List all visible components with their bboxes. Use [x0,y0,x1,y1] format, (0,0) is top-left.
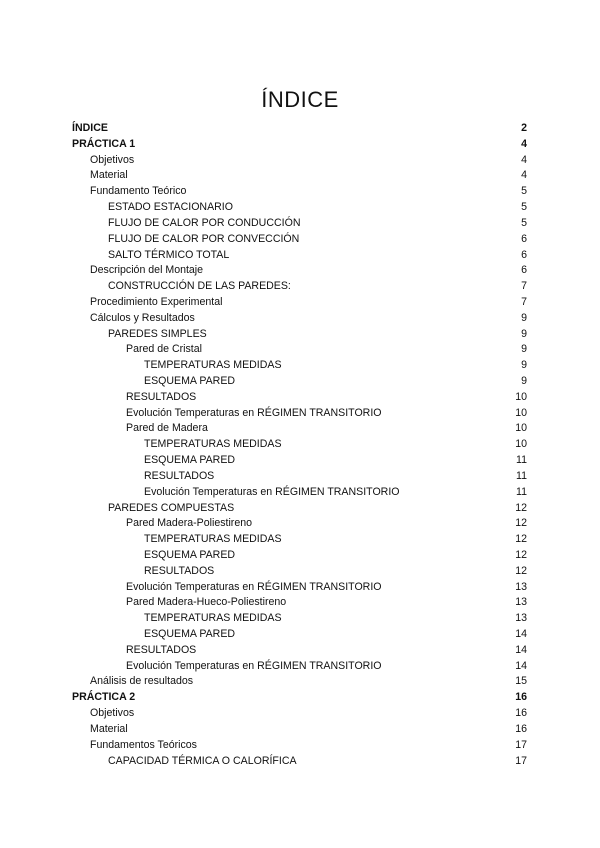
toc-entry-page: 13 [515,612,527,625]
toc-entry[interactable] [72,248,527,264]
toc-entry[interactable] [72,516,527,532]
toc-entry-page: 12 [515,548,527,561]
toc-entry-page: 10 [515,438,527,451]
toc-entry-page: 6 [521,264,527,277]
toc-entry-label: ESTADO ESTACIONARIO [108,201,233,214]
toc-entry-label: ESQUEMA PARED [144,454,236,467]
toc-entry[interactable] [72,342,527,358]
toc-entry[interactable] [72,469,527,485]
toc-entry[interactable] [72,295,527,311]
toc-entry-page: 16 [515,707,527,720]
toc-entry[interactable] [72,659,527,675]
toc-entry-page: 13 [515,580,527,593]
toc-entry-label: CAPACIDAD TÉRMICA O CALORÍFICA [108,754,297,767]
toc-entry-label: FLUJO DE CALOR POR CONVECCIÓN [108,232,300,245]
toc-entry-page: 15 [515,675,527,688]
toc-entry[interactable] [72,501,527,517]
toc-entry[interactable] [72,153,527,169]
toc-entry-label: Material [90,722,128,735]
toc-entry-label: Evolución Temperaturas en RÉGIMEN TRANSITORIO [126,659,382,672]
toc-entry-label: PRÁCTICA 1 [72,137,136,150]
toc-entry[interactable] [72,706,527,722]
toc-entry-label: ESQUEMA PARED [144,375,236,387]
toc-entry-label: RESULTADOS [144,469,215,482]
toc-entry-page: 11 [516,469,527,482]
toc-entry-page: 4 [521,169,527,182]
toc-entry[interactable] [72,437,527,453]
toc-entry-label: Pared de Madera [126,422,208,435]
toc-entry-page: 7 [521,295,527,308]
toc-entry[interactable] [72,754,527,770]
toc-entry-page: 12 [515,501,527,514]
toc-entry-page: 11 [516,485,527,498]
toc-entry-page: 14 [515,643,527,656]
toc-entry[interactable] [72,263,527,279]
toc-entry[interactable] [72,121,527,137]
toc-entry[interactable] [72,168,527,184]
toc-entry-label: Procedimiento Experimental [90,295,223,308]
toc-entry-page: 13 [515,596,527,609]
toc-entry[interactable] [72,722,527,738]
toc-entry-label: TEMPERATURAS MEDIDAS [144,612,282,625]
toc-entry[interactable] [72,453,527,469]
toc-entry[interactable] [72,374,527,390]
toc-entry-label: Evolución Temperaturas en RÉGIMEN TRANSITORIO [144,485,400,498]
toc-entry-label: ESQUEMA PARED [144,548,236,561]
toc-entry-label: RESULTADOS [126,643,197,656]
toc-entry[interactable] [72,595,527,611]
toc-entry-label: PAREDES COMPUESTAS [108,501,235,514]
toc-entry-page: 5 [521,185,527,198]
toc-entry[interactable] [72,216,527,232]
toc-entry[interactable] [72,184,527,200]
toc-entry-label: PAREDES SIMPLES [108,327,207,340]
toc-entry-page: 9 [521,327,527,340]
toc-entry-page: 14 [515,659,527,672]
toc-entry-page: 9 [521,359,527,372]
toc-entry-page: 16 [515,722,527,735]
toc-entry-label: Objetivos [90,707,135,720]
toc-entry-label: Pared de Cristal [126,343,202,356]
toc-entry-label: ESQUEMA PARED [144,628,236,640]
toc-entry-page: 10 [515,406,527,419]
toc-entry-label: TEMPERATURAS MEDIDAS [144,438,282,451]
toc-entry[interactable] [72,406,527,422]
toc-entry[interactable] [72,311,527,327]
toc-entry-page: 5 [521,201,527,214]
toc-entry[interactable] [72,611,527,627]
toc-entry-label: TEMPERATURAS MEDIDAS [144,359,282,372]
toc-entry[interactable] [72,358,527,374]
toc-entry-label: Evolución Temperaturas en RÉGIMEN TRANSITORIO [126,580,382,593]
toc-entry[interactable] [72,674,527,690]
toc-entry-page: 10 [515,422,527,435]
toc-entry-page: 10 [515,390,527,403]
toc-entry[interactable] [72,627,527,643]
toc-entry-label: FLUJO DE CALOR POR CONDUCCIÓN [108,216,301,229]
toc-entry-label: Cálculos y Resultados [90,311,195,324]
toc-entry-page: 12 [515,564,527,577]
toc-entry-page: 9 [521,343,527,356]
toc-entry-label: Descripción del Montaje [90,264,204,277]
toc-entry-page: 4 [521,137,527,150]
toc-entry[interactable] [72,643,527,659]
toc-entry-label: Pared Madera-Poliestireno [126,517,253,530]
toc-entry-page: 6 [521,248,527,261]
toc-entry-label: Material [90,169,128,182]
toc-entry[interactable] [72,690,527,706]
toc-entry-label: Objetivos [90,153,135,166]
toc-entry-page: 11 [516,454,527,467]
toc-entry[interactable] [72,137,527,153]
toc-entry-label: CONSTRUCCIÓN DE LAS PAREDES: [108,280,291,293]
toc-entry-label: SALTO TÉRMICO TOTAL [108,248,230,261]
toc-entry-page: 17 [515,754,527,767]
toc-entry-label: Análisis de resultados [90,675,194,688]
toc-entry-page: 12 [515,517,527,530]
toc-entry-page: 14 [515,628,527,640]
toc-entry-page: 2 [521,122,527,134]
toc-entry[interactable] [72,200,527,216]
toc-entry[interactable] [72,485,527,501]
toc-entry-label: RESULTADOS [126,390,197,403]
toc-entry-page: 7 [521,280,527,293]
toc-entry-page: 4 [521,153,527,166]
toc-entry-label: ÍNDICE [72,122,108,134]
page-title: ÍNDICE [261,86,339,112]
toc-entry-page: 17 [515,738,527,751]
toc-entry-label: Fundamento Teórico [90,185,187,198]
toc-entry[interactable] [72,548,527,564]
toc-entry[interactable] [72,532,527,548]
toc-entry-label: Pared Madera-Hueco-Poliestireno [126,596,287,609]
toc-entry-label: PRÁCTICA 2 [72,691,136,704]
toc-entry-page: 9 [521,311,527,324]
toc-entry-label: RESULTADOS [144,564,215,577]
toc-entry-page: 12 [515,533,527,546]
toc-entry[interactable] [72,564,527,580]
table-of-contents [72,121,527,769]
toc-entry[interactable] [72,390,527,406]
toc-entry[interactable] [72,279,527,295]
toc-entry[interactable] [72,421,527,437]
toc-entry-page: 9 [521,375,527,387]
toc-entry[interactable] [72,232,527,248]
toc-entry-label: Evolución Temperaturas en RÉGIMEN TRANSITORIO [126,406,382,419]
toc-entry-page: 5 [521,216,527,229]
toc-entry-label: TEMPERATURAS MEDIDAS [144,533,282,546]
toc-entry[interactable] [72,327,527,343]
toc-entry[interactable] [72,580,527,596]
toc-entry-page: 16 [515,691,527,704]
toc-entry[interactable] [72,738,527,754]
toc-entry-page: 6 [521,232,527,245]
toc-entry-label: Fundamentos Teóricos [90,738,197,751]
